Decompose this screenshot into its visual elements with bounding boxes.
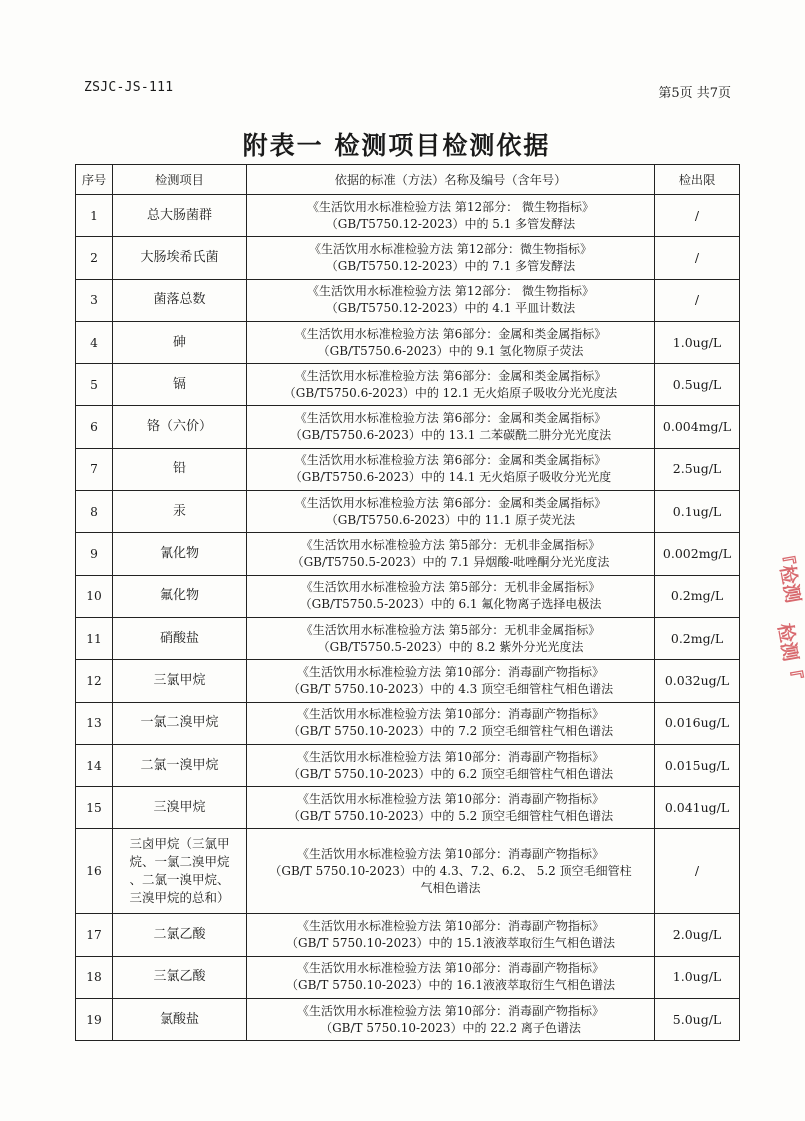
standard-method <box>247 744 655 786</box>
table-row <box>76 914 740 956</box>
test-item-line: 烷、一氯二溴甲烷 <box>129 854 230 870</box>
test-item: 汞 <box>113 491 247 533</box>
test-item: 镉 <box>113 364 247 406</box>
standard-name-line: 《生活饮用水标准检验方法 第12部分： 微生物指标》 <box>307 199 594 214</box>
standard-code-line: （GB/T5750.5-2023）中的 7.1 异烟酸-吡唑酮分光光度法 <box>291 555 610 570</box>
row-number: 1 <box>76 195 113 237</box>
test-item: 二氯一溴甲烷 <box>113 744 247 786</box>
test-item: 砷 <box>113 321 247 363</box>
detection-limit: 2.5ug/L <box>655 448 740 490</box>
detection-limit: 0.041ug/L <box>655 787 740 829</box>
table-row <box>76 533 740 575</box>
standard-code-line: （GB/T 5750.10-2023）中的 22.2 离子色谱法 <box>320 1020 581 1035</box>
test-item <box>113 829 247 914</box>
row-number: 10 <box>76 575 113 617</box>
row-number: 6 <box>76 406 113 448</box>
standard-name-line: 《生活饮用水标准检验方法 第10部分：消毒副产物指标》 <box>296 919 605 934</box>
detection-limit: 0.5ug/L <box>655 364 740 406</box>
standard-name-line: 《生活饮用水标准检验方法 第10部分：消毒副产物指标》 <box>296 749 605 764</box>
row-number: 2 <box>76 237 113 279</box>
table-row <box>76 364 740 406</box>
row-number: 7 <box>76 448 113 490</box>
standard-code-line: （GB/T5750.6-2023）中的 12.1 无火焰原子吸收分光光度法 <box>283 385 618 400</box>
standard-name-line: 《生活饮用水标准检验方法 第10部分：消毒副产物指标》 <box>296 961 605 976</box>
detection-limit: 0.2mg/L <box>655 575 740 617</box>
standard-code-line: （GB/T5750.12-2023）中的 7.1 多管发酵法 <box>325 258 576 273</box>
standard-method <box>247 237 655 279</box>
table-row <box>76 237 740 279</box>
standard-code-line: （GB/T 5750.10-2023）中的 5.2 顶空毛细管柱气相色谱法 <box>287 808 614 823</box>
standard-name-line: 《生活饮用水标准检验方法 第10部分：消毒副产物指标》 <box>296 1003 605 1018</box>
row-number: 13 <box>76 702 113 744</box>
standard-line: （GB/T 5750.10-2023）中的 4.3、7.2、6.2、 5.2 顶空毛细管柱 <box>269 863 632 878</box>
row-number: 15 <box>76 787 113 829</box>
test-item: 氯酸盐 <box>113 999 247 1041</box>
table-row <box>76 617 740 659</box>
standard-line: 气相色谱法 <box>420 880 481 895</box>
standard-line: 《生活饮用水标准检验方法 第10部分：消毒副产物指标》 <box>296 846 605 861</box>
row-number: 17 <box>76 914 113 956</box>
standard-name-line: 《生活饮用水标准检验方法 第6部分：金属和类金属指标》 <box>294 495 607 510</box>
standard-name-line: 《生活饮用水标准检验方法 第10部分：消毒副产物指标》 <box>296 664 605 679</box>
standard-method <box>247 533 655 575</box>
row-number: 14 <box>76 744 113 786</box>
row-number: 11 <box>76 617 113 659</box>
test-basis-table <box>75 164 740 1041</box>
standard-method <box>247 448 655 490</box>
detection-limit: / <box>655 237 740 279</box>
standard-name-line: 《生活饮用水标准检验方法 第5部分：无机非金属指标》 <box>300 622 601 637</box>
row-number: 18 <box>76 956 113 998</box>
standard-method <box>247 195 655 237</box>
row-number: 3 <box>76 279 113 321</box>
test-item: 菌落总数 <box>113 279 247 321</box>
standard-method <box>247 914 655 956</box>
table-row <box>76 702 740 744</box>
row-number: 19 <box>76 999 113 1041</box>
standard-name-line: 《生活饮用水标准检验方法 第12部分：微生物指标》 <box>308 241 593 256</box>
standard-code-line: （GB/T5750.12-2023）中的 4.1 平皿计数法 <box>325 301 576 316</box>
table-row <box>76 660 740 702</box>
standard-code-line: （GB/T5750.6-2023）中的 11.1 原子荧光法 <box>325 512 576 527</box>
document-code: ZSJC-JS-111 <box>84 80 174 95</box>
test-item: 氰化物 <box>113 533 247 575</box>
test-item: 三氯甲烷 <box>113 660 247 702</box>
detection-limit: 0.002mg/L <box>655 533 740 575</box>
detection-limit: 0.016ug/L <box>655 702 740 744</box>
standard-code-line: （GB/T5750.12-2023）中的 5.1 多管发酵法 <box>325 216 576 231</box>
standard-name-line: 《生活饮用水标准检验方法 第5部分：无机非金属指标》 <box>300 580 601 595</box>
table-row <box>76 744 740 786</box>
standard-name-line: 《生活饮用水标准检验方法 第6部分：金属和类金属指标》 <box>294 368 607 383</box>
test-item-line: 、二氯一溴甲烷、 <box>129 872 230 888</box>
table-row <box>76 829 740 914</box>
detection-limit: 0.032ug/L <box>655 660 740 702</box>
standard-method <box>247 829 655 914</box>
test-item: 二氯乙酸 <box>113 914 247 956</box>
standard-method <box>247 364 655 406</box>
table-row <box>76 787 740 829</box>
test-item: 大肠埃希氏菌 <box>113 237 247 279</box>
standard-code-line: （GB/T5750.5-2023）中的 6.1 氟化物离子选择电极法 <box>299 597 602 612</box>
standard-method <box>247 406 655 448</box>
detection-limit: 2.0ug/L <box>655 914 740 956</box>
detection-limit: 1.0ug/L <box>655 321 740 363</box>
row-number: 8 <box>76 491 113 533</box>
standard-method <box>247 999 655 1041</box>
standard-method <box>247 279 655 321</box>
detection-limit: 0.015ug/L <box>655 744 740 786</box>
standard-method <box>247 491 655 533</box>
row-number: 5 <box>76 364 113 406</box>
standard-code-line: （GB/T5750.6-2023）中的 14.1 无火焰原子吸收分光光度 <box>289 470 612 485</box>
seal-fragment: 检测『 <box>773 621 805 682</box>
detection-limit: 0.2mg/L <box>655 617 740 659</box>
standard-code-line: （GB/T5750.6-2023）中的 9.1 氢化物原子荧法 <box>317 343 584 358</box>
detection-limit: 0.004mg/L <box>655 406 740 448</box>
test-item: 氟化物 <box>113 575 247 617</box>
column-header-standard: 依据的标准（方法）名称及编号（含年号） <box>247 165 655 195</box>
page-number: 第5页 共7页 <box>658 86 731 101</box>
standard-name-line: 《生活饮用水标准检验方法 第12部分： 微生物指标》 <box>307 284 594 299</box>
standard-name-line: 《生活饮用水标准检验方法 第10部分：消毒副产物指标》 <box>296 707 605 722</box>
test-item: 铅 <box>113 448 247 490</box>
column-header-limit: 检出限 <box>655 165 740 195</box>
row-number: 9 <box>76 533 113 575</box>
table-row <box>76 406 740 448</box>
table-row <box>76 321 740 363</box>
standard-method <box>247 660 655 702</box>
test-item: 总大肠菌群 <box>113 195 247 237</box>
table-row <box>76 448 740 490</box>
standard-code-line: （GB/T 5750.10-2023）中的 6.2 顶空毛细管柱气相色谱法 <box>287 766 614 781</box>
test-item: 三氯乙酸 <box>113 956 247 998</box>
standard-method <box>247 702 655 744</box>
detection-limit: / <box>655 279 740 321</box>
standard-code-line: （GB/T 5750.10-2023）中的 15.1液液萃取衍生气相色谱法 <box>285 936 616 951</box>
detection-limit: 1.0ug/L <box>655 956 740 998</box>
test-item: 铬（六价） <box>113 406 247 448</box>
standard-name-line: 《生活饮用水标准检验方法 第5部分：无机非金属指标》 <box>300 538 601 553</box>
standard-name-line: 《生活饮用水标准检验方法 第6部分：金属和类金属指标》 <box>294 453 607 468</box>
standard-code-line: （GB/T 5750.10-2023）中的 4.3 顶空毛细管柱气相色谱法 <box>287 681 614 696</box>
standard-method <box>247 617 655 659</box>
page-title: 附表一 检测项目检测依据 <box>242 131 551 160</box>
table-header-row <box>76 165 740 195</box>
detection-limit: 0.1ug/L <box>655 491 740 533</box>
table-body <box>76 195 740 1041</box>
test-item-line: 三卤甲烷（三氯甲 <box>129 836 230 852</box>
column-header-no: 序号 <box>76 165 113 195</box>
test-item: 一氯二溴甲烷 <box>113 702 247 744</box>
standard-method <box>247 575 655 617</box>
table-row <box>76 279 740 321</box>
standard-code-line: （GB/T5750.6-2023）中的 13.1 二苯碳酰二肼分光光度法 <box>289 428 612 443</box>
detection-limit: / <box>655 195 740 237</box>
standard-code-line: （GB/T 5750.10-2023）中的 16.1液液萃取衍生气相色谱法 <box>285 978 616 993</box>
row-number: 16 <box>76 829 113 914</box>
table-row <box>76 575 740 617</box>
detection-limit: 5.0ug/L <box>655 999 740 1041</box>
test-item: 三溴甲烷 <box>113 787 247 829</box>
standard-code-line: （GB/T5750.5-2023）中的 8.2 紫外分光光度法 <box>317 639 584 654</box>
standard-code-line: （GB/T 5750.10-2023）中的 7.2 顶空毛细管柱气相色谱法 <box>287 724 614 739</box>
table-row <box>76 999 740 1041</box>
row-number: 12 <box>76 660 113 702</box>
standard-method <box>247 787 655 829</box>
detection-limit: / <box>655 829 740 914</box>
table-row <box>76 491 740 533</box>
standard-method <box>247 956 655 998</box>
standard-method <box>247 321 655 363</box>
table-row <box>76 195 740 237</box>
test-item: 硝酸盐 <box>113 617 247 659</box>
row-number: 4 <box>76 321 113 363</box>
standard-name-line: 《生活饮用水标准检验方法 第10部分：消毒副产物指标》 <box>296 791 605 806</box>
standard-name-line: 《生活饮用水标准检验方法 第6部分：金属和类金属指标》 <box>294 326 607 341</box>
test-item-line: 三溴甲烷的总和） <box>129 890 230 906</box>
table-row <box>76 956 740 998</box>
column-header-item: 检测项目 <box>113 165 247 195</box>
seal-fragment: 『检测 <box>772 544 804 605</box>
standard-name-line: 《生活饮用水标准检验方法 第6部分：金属和类金属指标》 <box>294 411 607 426</box>
